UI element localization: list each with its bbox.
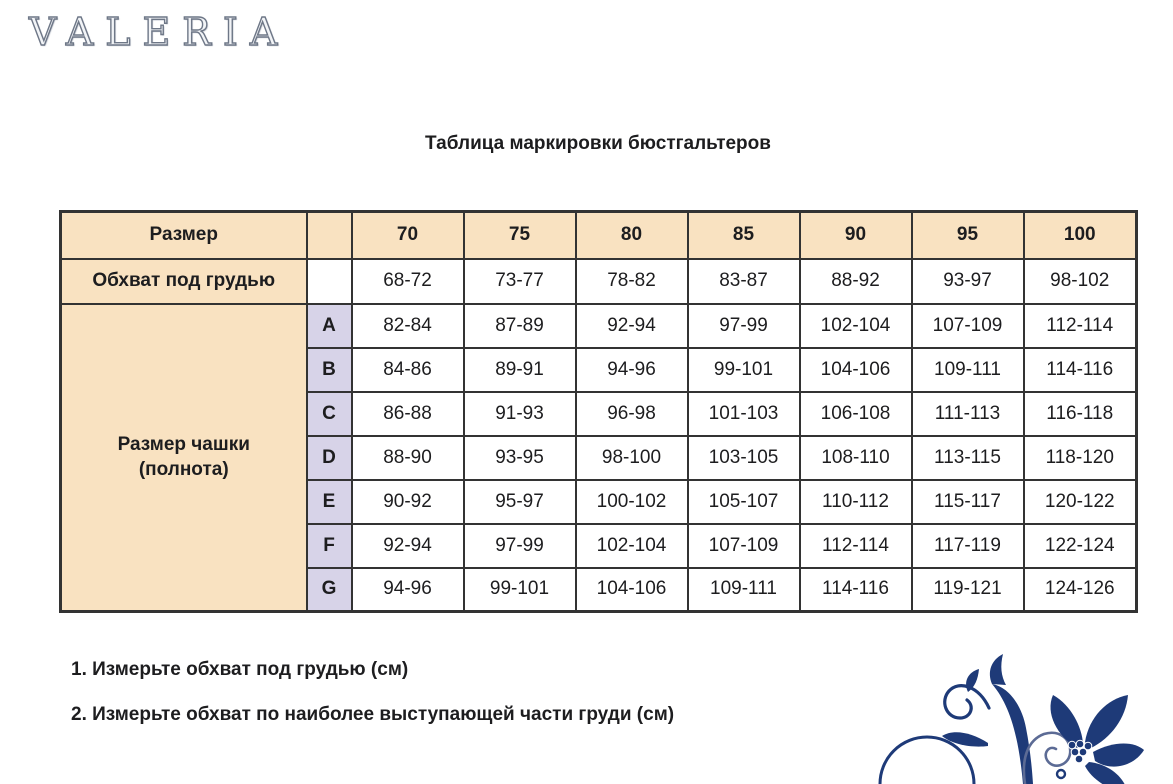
cup-section-label: Размер чашки (полнота) [61, 304, 307, 612]
cup-E-value-0: 90-92 [352, 480, 464, 524]
cup-D-value-5: 113-115 [912, 436, 1024, 480]
cup-F-value-1: 97-99 [464, 524, 576, 568]
cup-letter-D: D [307, 436, 352, 480]
cup-D-value-4: 108-110 [800, 436, 912, 480]
floral-flourish-ornament-icon [875, 644, 1173, 784]
cup-E-value-1: 95-97 [464, 480, 576, 524]
size-75: 75 [464, 212, 576, 259]
cup-B-value-6: 114-116 [1024, 348, 1137, 392]
cup-A-value-5: 107-109 [912, 304, 1024, 348]
cup-letter-A: A [307, 304, 352, 348]
cup-D-value-6: 118-120 [1024, 436, 1137, 480]
size-80: 80 [576, 212, 688, 259]
cup-B-value-5: 109-111 [912, 348, 1024, 392]
cup-F-value-0: 92-94 [352, 524, 464, 568]
size-row-label: Размер [61, 212, 307, 259]
cup-F-value-6: 122-124 [1024, 524, 1137, 568]
cup-letter-B: B [307, 348, 352, 392]
cup-D-value-2: 98-100 [576, 436, 688, 480]
cup-E-value-4: 110-112 [800, 480, 912, 524]
cup-E-value-2: 100-102 [576, 480, 688, 524]
underbust-value-3: 83-87 [688, 259, 800, 304]
cup-G-value-5: 119-121 [912, 568, 1024, 612]
cup-B-value-1: 89-91 [464, 348, 576, 392]
size-100: 100 [1024, 212, 1137, 259]
cup-A-value-6: 112-114 [1024, 304, 1137, 348]
brand-logo: VALERIA [29, 10, 290, 54]
underbust-value-0: 68-72 [352, 259, 464, 304]
underbust-value-4: 88-92 [800, 259, 912, 304]
cup-G-value-0: 94-96 [352, 568, 464, 612]
cup-letter-G: G [307, 568, 352, 612]
cup-E-value-6: 120-122 [1024, 480, 1137, 524]
instruction-step-2: 2. Измерьте обхват по наиболее выступающей части груди (см) [71, 704, 675, 725]
cup-C-value-5: 111-113 [912, 392, 1024, 436]
cup-E-value-3: 105-107 [688, 480, 800, 524]
underbust-row-label: Обхват под грудью [61, 259, 307, 304]
cup-D-value-3: 103-105 [688, 436, 800, 480]
bra-size-table [59, 210, 1138, 613]
cup-G-value-6: 124-126 [1024, 568, 1137, 612]
cup-row-A [61, 304, 1137, 348]
cup-B-value-3: 99-101 [688, 348, 800, 392]
cup-C-value-4: 106-108 [800, 392, 912, 436]
size-row-spacer-cell [307, 212, 352, 259]
cup-C-value-3: 101-103 [688, 392, 800, 436]
underbust-value-1: 73-77 [464, 259, 576, 304]
cup-F-value-2: 102-104 [576, 524, 688, 568]
page-title: Таблица маркировки бюстгальтеров [425, 133, 771, 154]
cup-G-value-4: 114-116 [800, 568, 912, 612]
cup-F-value-3: 107-109 [688, 524, 800, 568]
cup-letter-C: C [307, 392, 352, 436]
cup-B-value-4: 104-106 [800, 348, 912, 392]
cup-A-value-1: 87-89 [464, 304, 576, 348]
cup-F-value-4: 112-114 [800, 524, 912, 568]
cup-C-value-1: 91-93 [464, 392, 576, 436]
cup-G-value-1: 99-101 [464, 568, 576, 612]
cup-B-value-2: 94-96 [576, 348, 688, 392]
cup-letter-F: F [307, 524, 352, 568]
cup-G-value-2: 104-106 [576, 568, 688, 612]
cup-A-value-3: 97-99 [688, 304, 800, 348]
underbust-spacer-cell [307, 259, 352, 304]
cup-letter-E: E [307, 480, 352, 524]
instruction-step-1: 1. Измерьте обхват под грудью (см) [71, 659, 409, 680]
size-70: 70 [352, 212, 464, 259]
cup-A-value-0: 82-84 [352, 304, 464, 348]
cup-C-value-6: 116-118 [1024, 392, 1137, 436]
underbust-value-2: 78-82 [576, 259, 688, 304]
cup-D-value-0: 88-90 [352, 436, 464, 480]
size-header-row [61, 212, 1137, 259]
underbust-value-5: 93-97 [912, 259, 1024, 304]
size-95: 95 [912, 212, 1024, 259]
cup-B-value-0: 84-86 [352, 348, 464, 392]
cup-F-value-5: 117-119 [912, 524, 1024, 568]
cup-C-value-2: 96-98 [576, 392, 688, 436]
size-85: 85 [688, 212, 800, 259]
cup-A-value-2: 92-94 [576, 304, 688, 348]
measurement-instructions [71, 659, 674, 726]
cup-E-value-5: 115-117 [912, 480, 1024, 524]
underbust-value-6: 98-102 [1024, 259, 1137, 304]
cup-A-value-4: 102-104 [800, 304, 912, 348]
cup-D-value-1: 93-95 [464, 436, 576, 480]
underbust-row [61, 259, 1137, 304]
size-90: 90 [800, 212, 912, 259]
cup-G-value-3: 109-111 [688, 568, 800, 612]
cup-C-value-0: 86-88 [352, 392, 464, 436]
